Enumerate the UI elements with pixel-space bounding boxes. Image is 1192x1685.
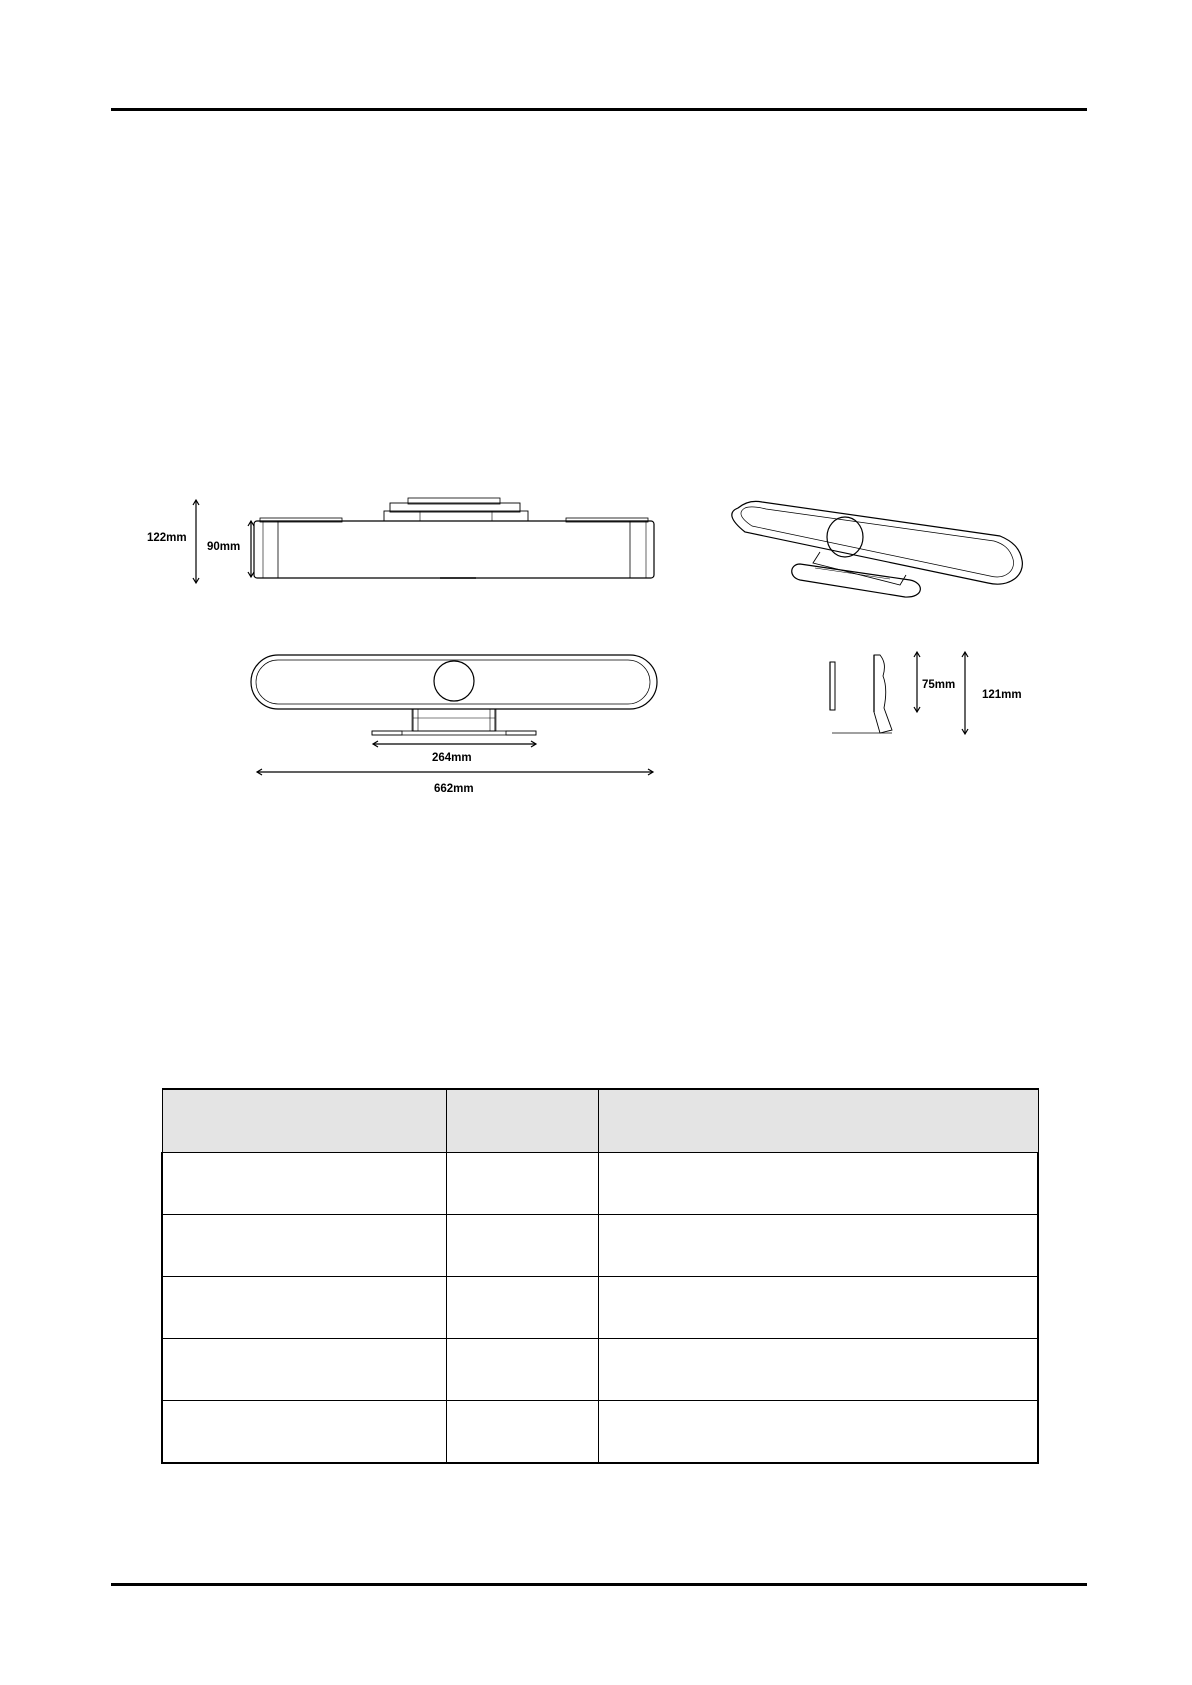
table-row xyxy=(162,1153,1038,1215)
side-view-drawing xyxy=(830,655,892,733)
table-cell xyxy=(446,1215,598,1277)
table-cell xyxy=(598,1153,1038,1215)
table-row xyxy=(162,1401,1038,1464)
spec-table xyxy=(161,1088,1039,1464)
perspective-view-drawing xyxy=(732,501,1023,597)
table-cell xyxy=(598,1339,1038,1401)
table-row xyxy=(162,1215,1038,1277)
dim-label-75mm: 75mm xyxy=(922,679,956,691)
table-header-row xyxy=(162,1089,1038,1153)
table-cell xyxy=(446,1153,598,1215)
dim-label-121mm: 121mm xyxy=(982,689,1022,701)
header-cell xyxy=(598,1089,1038,1153)
dim-label-662mm: 662mm xyxy=(434,783,474,795)
table-cell xyxy=(162,1215,446,1277)
dim-label-90mm: 90mm xyxy=(207,541,241,553)
dim-label-264mm: 264mm xyxy=(432,752,472,764)
table-row xyxy=(162,1277,1038,1339)
product-dimension-drawing xyxy=(0,0,1192,820)
table-cell xyxy=(598,1401,1038,1464)
table-cell xyxy=(162,1401,446,1464)
table-cell xyxy=(446,1277,598,1339)
header-cell xyxy=(162,1089,446,1153)
dim-label-122mm: 122mm xyxy=(147,532,187,544)
table-cell xyxy=(598,1215,1038,1277)
table-cell xyxy=(162,1153,446,1215)
table-cell xyxy=(446,1401,598,1464)
header-cell xyxy=(446,1089,598,1153)
rear-view-drawing xyxy=(251,655,657,735)
table-cell xyxy=(598,1277,1038,1339)
front-view-drawing xyxy=(254,498,654,578)
table-cell xyxy=(162,1339,446,1401)
table-row xyxy=(162,1339,1038,1401)
table-cell xyxy=(162,1277,446,1339)
footer-rule xyxy=(111,1583,1087,1586)
table-cell xyxy=(446,1339,598,1401)
